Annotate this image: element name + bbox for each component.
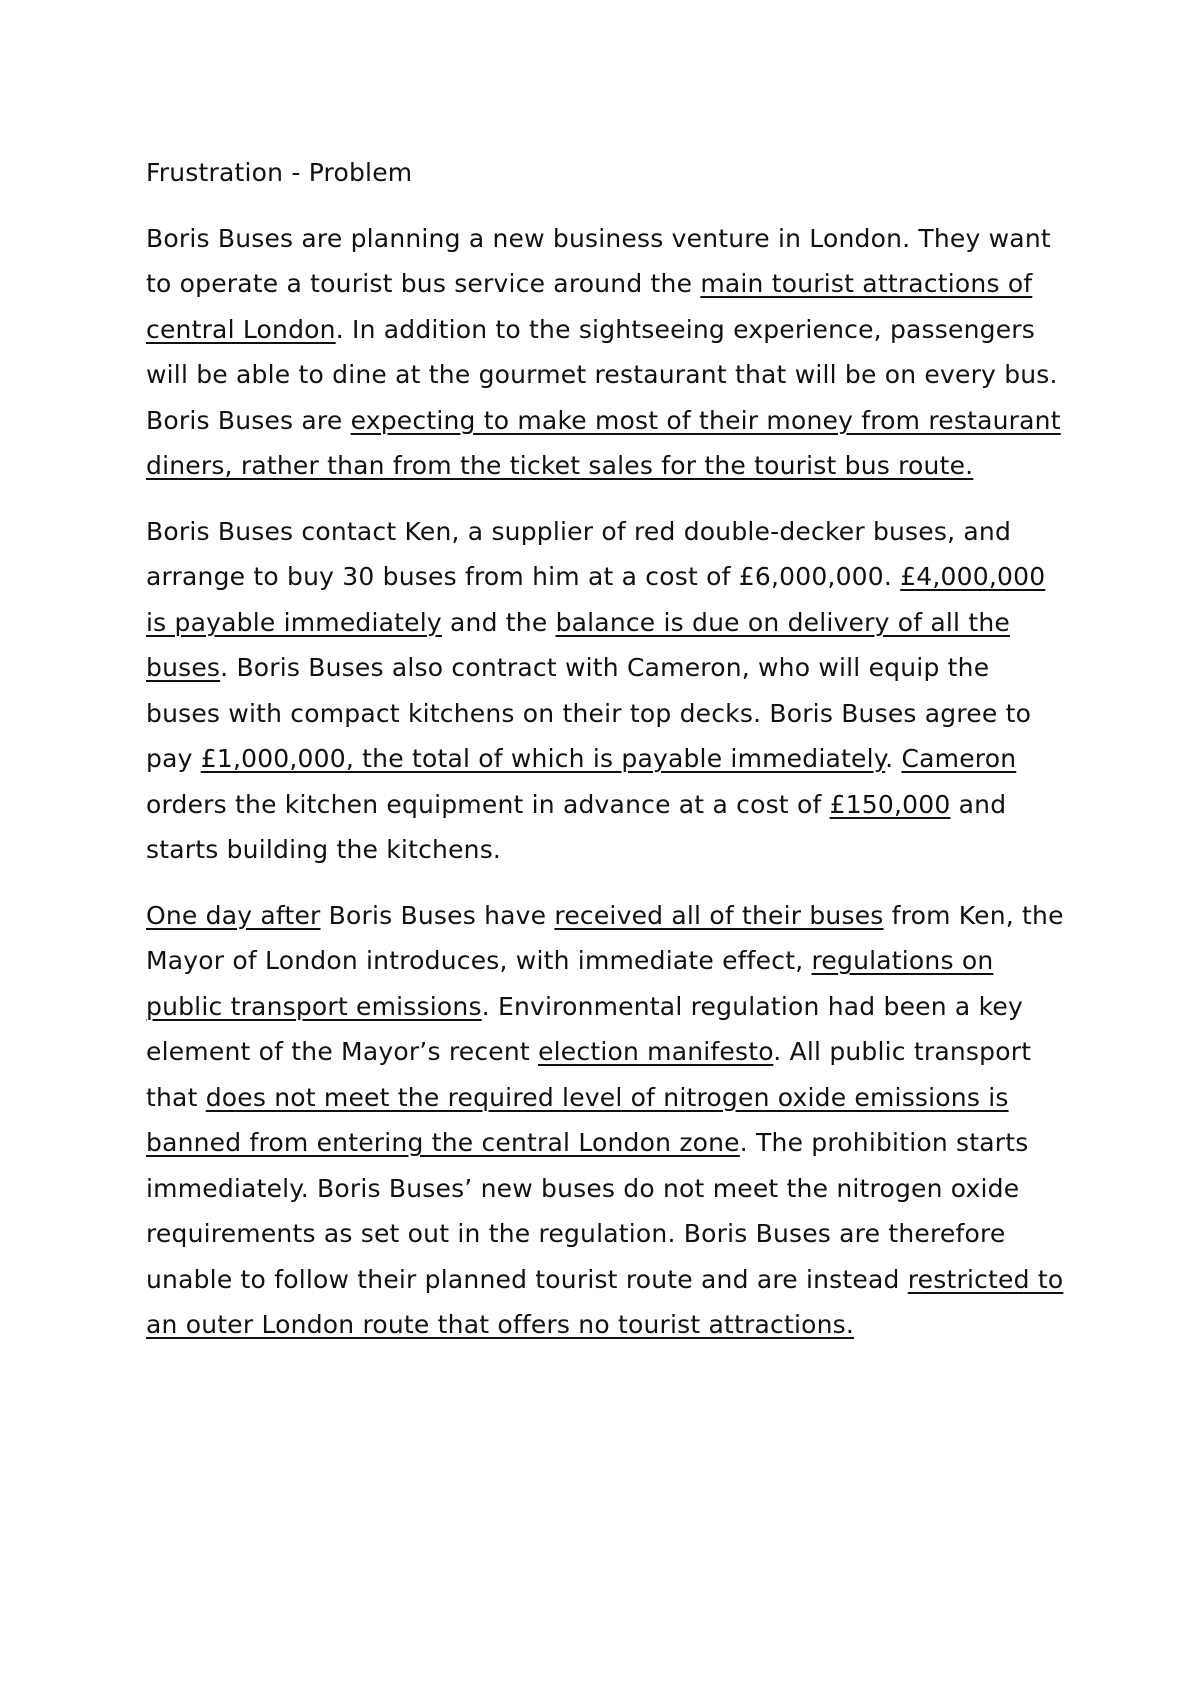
document-body	[146, 150, 1066, 1368]
underlined-segment: £4,000,000 is payable immediately	[146, 562, 1046, 637]
paragraph-contracts	[146, 509, 1066, 873]
text-segment: . In addition to the sightseeing experience, passengers will be able to dine at the gourmet restaurant that will be on every bus. Boris Buses are	[146, 314, 1058, 435]
text-segment: and the	[441, 607, 556, 637]
text-segment: Boris Buses contact Ken, a supplier of red double-decker buses, and arrange to buy 30 buses from him at a cost of £6,000,000.	[146, 516, 1012, 591]
underlined-segment: £150,000	[829, 789, 951, 819]
underlined-segment: does not meet the required level of nitrogen oxide emissions is banned from entering the central London zone	[146, 1082, 1009, 1157]
underlined-segment: One day after	[146, 900, 321, 930]
underlined-segment: Cameron	[901, 744, 1017, 773]
underlined-segment: received all of their buses	[554, 900, 884, 930]
underlined-segment: expecting to make most of their money from restaurant diners, rather than from the ticket sales for the tourist bus route.	[146, 405, 1061, 480]
underlined-segment: election manifesto	[538, 1037, 774, 1066]
underlined-segment: £1,000,000, the total of which is payable immediately	[200, 744, 886, 773]
text-segment: orders the kitchen equipment in advance at a cost of	[146, 789, 830, 819]
underlined-segment: regulations on public transport emissions	[146, 946, 994, 1021]
text-segment: . The prohibition starts immediately. Boris Buses’ new buses do not meet the nitrogen oxide requirements as set out in the regulation. Boris Buses are therefore unable to follow their planned tourist route and are instead	[146, 1128, 1029, 1294]
text-segment: .	[885, 744, 902, 773]
text-segment: Boris Buses have	[320, 900, 555, 930]
text-segment: . All public transport that	[146, 1037, 1032, 1112]
text-segment: . Boris Buses also contract with Cameron, who will equip the buses with compact kitchens on their top decks. Boris Buses agree to pay	[146, 653, 1032, 773]
paragraph-regulation	[146, 893, 1066, 1348]
underlined-segment: main tourist attractions of central London	[146, 269, 1033, 344]
text-segment: from Ken, the Mayor of London introduces, with immediate effect,	[146, 900, 1064, 975]
text-segment: and starts building the kitchens.	[146, 789, 1007, 864]
underlined-segment: balance is due on delivery of all the buses	[146, 607, 1010, 682]
paragraph-venture	[146, 216, 1066, 489]
underlined-segment: restricted to an outer London route that offers no tourist attractions.	[146, 1264, 1064, 1339]
document-heading: Frustration - Problem	[146, 158, 413, 187]
text-segment: Boris Buses are planning a new business venture in London. They want to operate a tourist bus service around the	[146, 223, 1051, 298]
text-segment: . Environmental regulation had been a key element of the Mayor’s recent	[146, 991, 1023, 1066]
